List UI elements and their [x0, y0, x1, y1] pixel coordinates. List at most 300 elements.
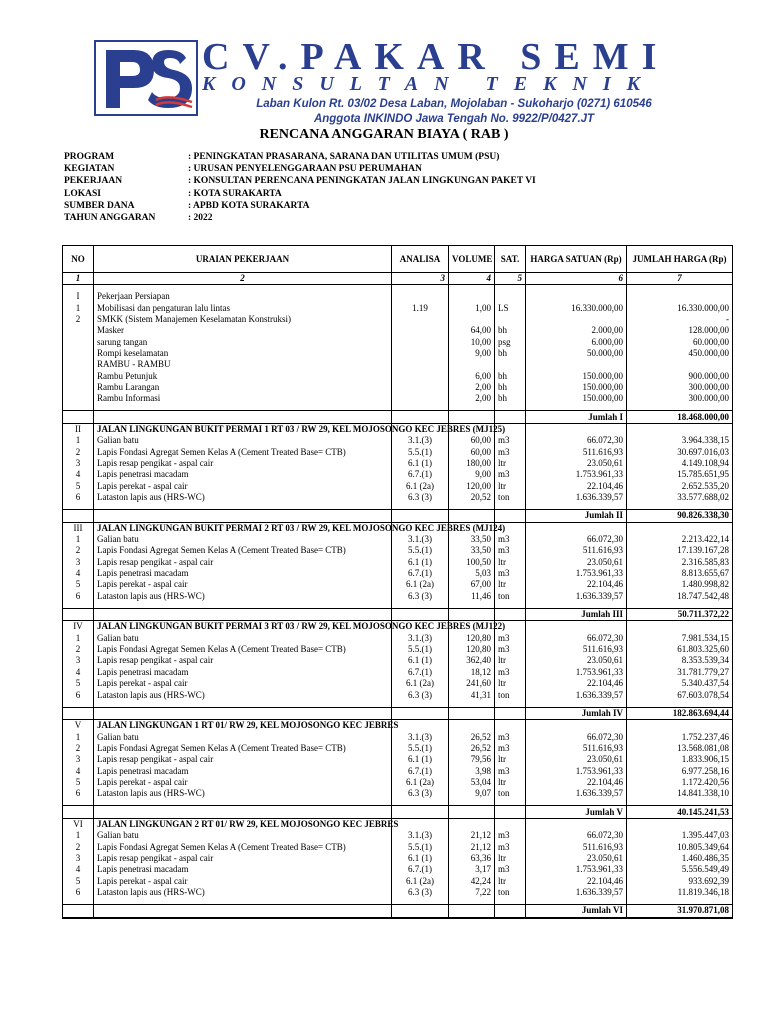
- row-jumlah-harga: 14.841.338,10: [627, 788, 733, 799]
- row-volume: 120,00: [449, 481, 495, 492]
- info-row-tahun-anggaran: [64, 212, 536, 224]
- row-jumlah-harga: [627, 359, 733, 370]
- rab-table-body: [63, 285, 733, 918]
- row-sat: LS: [495, 302, 526, 313]
- empty-cell: [495, 707, 526, 719]
- row-harga-satuan: 1.636.339,57: [526, 689, 627, 700]
- section-total-row: [63, 806, 733, 818]
- row-sat: m3: [495, 435, 526, 446]
- table-row: [63, 458, 733, 469]
- row-uraian: Rambu Informasi: [94, 393, 392, 404]
- row-no: 4: [63, 667, 94, 678]
- empty-cell: [449, 608, 495, 620]
- row-analisa: [392, 314, 449, 325]
- row-no: 2: [63, 314, 94, 325]
- row-volume: 63,36: [449, 853, 495, 864]
- empty-cell: [63, 806, 94, 818]
- row-harga-satuan: 1.753.961,33: [526, 568, 627, 579]
- header-volume: VOLUME: [449, 246, 495, 273]
- row-analisa: 5.5.(1): [392, 545, 449, 556]
- row-uraian: Masker: [94, 325, 392, 336]
- header-jumlah-harga: JUMLAH HARGA (Rp): [627, 246, 733, 273]
- section-total-label: Jumlah II: [526, 510, 627, 522]
- row-no: [63, 370, 94, 381]
- row-sat: m3: [495, 743, 526, 754]
- row-volume: [449, 359, 495, 370]
- row-uraian: Galian batu: [94, 830, 392, 841]
- empty-cell: [392, 510, 449, 522]
- empty-cell: [495, 905, 526, 918]
- row-analisa: 1.19: [392, 302, 449, 313]
- section-total-row: [63, 707, 733, 719]
- row-volume: 3,17: [449, 864, 495, 875]
- row-volume: 100,50: [449, 557, 495, 568]
- row-volume: 18,12: [449, 667, 495, 678]
- empty-cell: [94, 510, 392, 522]
- row-no: 3: [63, 853, 94, 864]
- row-analisa: [392, 325, 449, 336]
- row-analisa: 6.7.(1): [392, 667, 449, 678]
- header-harga-satuan: HARGA SATUAN (Rp): [526, 246, 627, 273]
- section-total-label: Jumlah IV: [526, 707, 627, 719]
- table-row: [63, 754, 733, 765]
- row-analisa: [392, 359, 449, 370]
- info-label: PROGRAM: [64, 152, 115, 162]
- row-jumlah-harga: 10.805.349,64: [627, 841, 733, 852]
- row-volume: 2,00: [449, 393, 495, 404]
- row-jumlah-harga: 6.977.258,16: [627, 765, 733, 776]
- row-volume: 241,60: [449, 678, 495, 689]
- row-harga-satuan: 1.636.339,57: [526, 591, 627, 602]
- row-sat: [495, 359, 526, 370]
- row-analisa: 6.1 (2a): [392, 579, 449, 590]
- row-sat: ltr: [495, 458, 526, 469]
- row-jumlah-harga: 300.000,00: [627, 382, 733, 393]
- section-header-row: [63, 818, 733, 830]
- empty-cell: [627, 291, 733, 302]
- column-number: 6: [526, 273, 627, 285]
- empty-cell: [449, 818, 495, 830]
- row-analisa: 6.1 (2a): [392, 876, 449, 887]
- empty-cell: [449, 707, 495, 719]
- table-row: [63, 841, 733, 852]
- row-volume: 67,00: [449, 579, 495, 590]
- row-sat: m3: [495, 731, 526, 742]
- row-uraian: Lapis penetrasi macadam: [94, 765, 392, 776]
- row-jumlah-harga: 933.692,39: [627, 876, 733, 887]
- row-harga-satuan: 66.072,30: [526, 633, 627, 644]
- row-sat: m3: [495, 644, 526, 655]
- row-volume: 9,00: [449, 469, 495, 480]
- row-volume: 2,00: [449, 382, 495, 393]
- row-no: 4: [63, 568, 94, 579]
- row-harga-satuan: [526, 314, 627, 325]
- row-jumlah-harga: 8.353.539,34: [627, 655, 733, 666]
- row-analisa: 6.3 (3): [392, 591, 449, 602]
- company-membership: Anggota INKINDO Jawa Tengah No. 9922/P/0427.JT: [313, 113, 595, 125]
- section-total-label: Jumlah I: [526, 411, 627, 423]
- row-sat: bh: [495, 348, 526, 359]
- row-harga-satuan: 511.616,93: [526, 644, 627, 655]
- row-harga-satuan: 150.000,00: [526, 382, 627, 393]
- empty-cell: [627, 522, 733, 534]
- table-row: [63, 370, 733, 381]
- row-sat: ltr: [495, 876, 526, 887]
- section-total-label: Jumlah V: [526, 806, 627, 818]
- row-analisa: 5.5.(1): [392, 743, 449, 754]
- row-analisa: 3.1.(3): [392, 435, 449, 446]
- row-analisa: [392, 393, 449, 404]
- info-label: LOKASI: [64, 188, 101, 199]
- row-uraian: Lataston lapis aus (HRS-WC): [94, 591, 392, 602]
- row-volume: 6,00: [449, 370, 495, 381]
- table-row: [63, 579, 733, 590]
- row-uraian: Lapis Fondasi Agregat Semen Kelas A (Cement Treated Base= CTB): [94, 545, 392, 556]
- row-sat: m3: [495, 446, 526, 457]
- row-no: [63, 348, 94, 359]
- section-total-value: 182.863.694,44: [627, 707, 733, 719]
- row-volume: 9,07: [449, 788, 495, 799]
- empty-cell: [449, 806, 495, 818]
- row-uraian: Galian batu: [94, 435, 392, 446]
- row-sat: m3: [495, 864, 526, 875]
- row-no: 4: [63, 864, 94, 875]
- row-volume: 53,04: [449, 777, 495, 788]
- row-analisa: [392, 370, 449, 381]
- empty-cell: [94, 608, 392, 620]
- row-jumlah-harga: 67.603.078,54: [627, 689, 733, 700]
- row-jumlah-harga: 300.000,00: [627, 393, 733, 404]
- row-harga-satuan: 22.104,46: [526, 579, 627, 590]
- section-number: IV: [63, 621, 94, 633]
- row-analisa: 5.5.(1): [392, 446, 449, 457]
- row-no: 4: [63, 469, 94, 480]
- row-jumlah-harga: 17.139.167,28: [627, 545, 733, 556]
- table-row: [63, 689, 733, 700]
- row-sat: ton: [495, 788, 526, 799]
- section-title: JALAN LINGKUNGAN 2 RT 01/ RW 29, KEL MOJOSONGO KEC JEBRES: [94, 818, 392, 830]
- row-harga-satuan: 23.050,61: [526, 458, 627, 469]
- row-harga-satuan: 1.753.961,33: [526, 667, 627, 678]
- row-volume: 79,56: [449, 754, 495, 765]
- section-title: Pekerjaan Persiapan: [94, 291, 392, 302]
- section-number: III: [63, 522, 94, 534]
- row-analisa: 6.3 (3): [392, 887, 449, 898]
- row-jumlah-harga: 13.568.081,08: [627, 743, 733, 754]
- row-jumlah-harga: 4.149.108,94: [627, 458, 733, 469]
- table-row: [63, 864, 733, 875]
- row-jumlah-harga: 7.981.534,15: [627, 633, 733, 644]
- table-row: [63, 302, 733, 313]
- row-sat: ltr: [495, 557, 526, 568]
- row-no: 2: [63, 743, 94, 754]
- row-analisa: 6.1 (1): [392, 458, 449, 469]
- row-jumlah-harga: -: [627, 314, 733, 325]
- row-no: 5: [63, 481, 94, 492]
- document-title: RENCANA ANGGARAN BIAYA ( RAB ): [259, 127, 509, 142]
- table-row: [63, 830, 733, 841]
- row-jumlah-harga: 1.395.447,03: [627, 830, 733, 841]
- section-total-row: [63, 905, 733, 918]
- row-volume: 9,00: [449, 348, 495, 359]
- row-sat: ltr: [495, 754, 526, 765]
- section-number: VI: [63, 818, 94, 830]
- table-row: [63, 777, 733, 788]
- info-row-pekerjaan: [64, 175, 536, 187]
- row-volume: 5,03: [449, 568, 495, 579]
- row-volume: 64,00: [449, 325, 495, 336]
- row-no: 1: [63, 302, 94, 313]
- row-analisa: 3.1.(3): [392, 830, 449, 841]
- row-harga-satuan: 22.104,46: [526, 777, 627, 788]
- table-row: [63, 644, 733, 655]
- row-no: 2: [63, 545, 94, 556]
- empty-cell: [449, 905, 495, 918]
- row-harga-satuan: 6.000,00: [526, 336, 627, 347]
- row-uraian: Lataston lapis aus (HRS-WC): [94, 689, 392, 700]
- column-number-row: [63, 273, 733, 285]
- empty-cell: [449, 411, 495, 423]
- row-no: 4: [63, 765, 94, 776]
- row-no: [63, 393, 94, 404]
- section-total-row: [63, 411, 733, 423]
- row-volume: 3,98: [449, 765, 495, 776]
- row-jumlah-harga: 1.460.486,35: [627, 853, 733, 864]
- empty-cell: [495, 510, 526, 522]
- row-jumlah-harga: 1.752.237,46: [627, 731, 733, 742]
- table-row: [63, 435, 733, 446]
- company-name: CV.PAKAR SEMI: [202, 36, 670, 78]
- row-no: 1: [63, 731, 94, 742]
- row-analisa: 5.5.(1): [392, 841, 449, 852]
- info-label: KEGIATAN: [64, 164, 115, 175]
- row-no: 6: [63, 887, 94, 898]
- row-analisa: [392, 382, 449, 393]
- row-sat: m3: [495, 667, 526, 678]
- empty-cell: [449, 291, 495, 302]
- row-sat: bh: [495, 382, 526, 393]
- row-analisa: 3.1.(3): [392, 534, 449, 545]
- row-harga-satuan: 2.000,00: [526, 325, 627, 336]
- table-row: [63, 655, 733, 666]
- table-row: [63, 557, 733, 568]
- row-volume: 120,80: [449, 644, 495, 655]
- table-row: [63, 678, 733, 689]
- company-subtitle: KONSULTAN TEKNIK: [202, 73, 657, 95]
- row-harga-satuan: 23.050,61: [526, 655, 627, 666]
- section-total-row: [63, 510, 733, 522]
- empty-cell: [627, 423, 733, 435]
- row-harga-satuan: 1.753.961,33: [526, 469, 627, 480]
- row-uraian: Lataston lapis aus (HRS-WC): [94, 492, 392, 503]
- header-uraian: URAIAN PEKERJAAN: [94, 246, 392, 273]
- info-label: SUMBER DANA: [64, 200, 135, 211]
- empty-cell: [392, 608, 449, 620]
- row-jumlah-harga: 1.480.998,82: [627, 579, 733, 590]
- info-value: : KONSULTAN PERENCANA PENINGKATAN JALAN LINGKUNGAN PAKET VI: [188, 176, 536, 187]
- project-info: [64, 151, 536, 224]
- row-jumlah-harga: 128.000,00: [627, 325, 733, 336]
- info-value: : APBD KOTA SURAKARTA: [188, 200, 310, 211]
- row-sat: ltr: [495, 655, 526, 666]
- table-header-row: [63, 246, 733, 273]
- row-no: 1: [63, 534, 94, 545]
- row-sat: ton: [495, 689, 526, 700]
- row-uraian: Lapis Fondasi Agregat Semen Kelas A (Cement Treated Base= CTB): [94, 841, 392, 852]
- header-analisa: ANALISA: [392, 246, 449, 273]
- empty-cell: [627, 720, 733, 732]
- row-uraian: Lataston lapis aus (HRS-WC): [94, 887, 392, 898]
- row-sat: ltr: [495, 579, 526, 590]
- table-row: [63, 382, 733, 393]
- row-volume: 10,00: [449, 336, 495, 347]
- row-harga-satuan: 1.753.961,33: [526, 864, 627, 875]
- row-harga-satuan: 22.104,46: [526, 481, 627, 492]
- row-uraian: sarung tangan: [94, 336, 392, 347]
- row-no: 1: [63, 830, 94, 841]
- section-title: JALAN LINGKUNGAN BUKIT PERMAI 2 RT 03 / RW 29, KEL MOJOSONGO KEC JEBRES (MJ124): [94, 522, 392, 534]
- row-uraian: Rompi keselamatan: [94, 348, 392, 359]
- row-uraian: Lapis resap pengikat - aspal cair: [94, 557, 392, 568]
- empty-cell: [526, 423, 627, 435]
- row-volume: 11,46: [449, 591, 495, 602]
- row-volume: 41,31: [449, 689, 495, 700]
- row-no: 6: [63, 492, 94, 503]
- table-row: [63, 591, 733, 602]
- row-harga-satuan: 1.753.961,33: [526, 765, 627, 776]
- section-number: V: [63, 720, 94, 732]
- table-row: [63, 325, 733, 336]
- table-row: [63, 765, 733, 776]
- row-harga-satuan: 50.000,00: [526, 348, 627, 359]
- row-sat: psg: [495, 336, 526, 347]
- row-analisa: 6.1 (1): [392, 853, 449, 864]
- info-label: TAHUN ANGGARAN: [64, 213, 156, 224]
- section-total-value: 90.826.338,30: [627, 510, 733, 522]
- section-title: JALAN LINGKUNGAN BUKIT PERMAI 1 RT 03 / RW 29, KEL MOJOSONGO KEC JEBRES (MJ125): [94, 423, 392, 435]
- empty-cell: [526, 621, 627, 633]
- row-analisa: 6.3 (3): [392, 492, 449, 503]
- row-harga-satuan: 511.616,93: [526, 841, 627, 852]
- row-no: 6: [63, 689, 94, 700]
- column-number: 5: [495, 273, 526, 285]
- row-uraian: Lapis Fondasi Agregat Semen Kelas A (Cement Treated Base= CTB): [94, 446, 392, 457]
- row-sat: ton: [495, 887, 526, 898]
- row-sat: m3: [495, 830, 526, 841]
- column-number: 1: [63, 273, 94, 285]
- empty-cell: [392, 707, 449, 719]
- row-analisa: 3.1.(3): [392, 731, 449, 742]
- row-sat: m3: [495, 633, 526, 644]
- header-no: NO: [63, 246, 94, 273]
- row-analisa: 5.5.(1): [392, 644, 449, 655]
- section-number: I: [63, 291, 94, 302]
- info-value: : PENINGKATAN PRASARANA, SARANA DAN UTILITAS UMUM (PSU): [188, 152, 500, 162]
- row-analisa: 6.7.(1): [392, 765, 449, 776]
- row-harga-satuan: 22.104,46: [526, 678, 627, 689]
- info-value: : KOTA SURAKARTA: [188, 188, 282, 199]
- row-volume: 21,12: [449, 841, 495, 852]
- row-harga-satuan: 511.616,93: [526, 446, 627, 457]
- empty-cell: [495, 720, 526, 732]
- row-no: 3: [63, 557, 94, 568]
- row-uraian: Rambu Petunjuk: [94, 370, 392, 381]
- section-header-row: [63, 423, 733, 435]
- row-no: [63, 336, 94, 347]
- empty-cell: [392, 806, 449, 818]
- table-row: [63, 393, 733, 404]
- empty-cell: [495, 608, 526, 620]
- empty-cell: [392, 411, 449, 423]
- row-jumlah-harga: 18.747.542,48: [627, 591, 733, 602]
- row-no: 3: [63, 754, 94, 765]
- row-volume: 42,24: [449, 876, 495, 887]
- row-harga-satuan: 66.072,30: [526, 830, 627, 841]
- row-sat: ton: [495, 591, 526, 602]
- section-total-value: 18.468.000,00: [627, 411, 733, 423]
- row-uraian: Lapis perekat - aspal cair: [94, 481, 392, 492]
- empty-cell: [495, 818, 526, 830]
- empty-cell: [94, 905, 392, 918]
- row-volume: 1,00: [449, 302, 495, 313]
- row-harga-satuan: 511.616,93: [526, 545, 627, 556]
- table-row: [63, 667, 733, 678]
- row-uraian: Lapis perekat - aspal cair: [94, 777, 392, 788]
- row-no: 6: [63, 591, 94, 602]
- row-no: 5: [63, 876, 94, 887]
- info-row-sumber-dana: [64, 200, 536, 212]
- row-no: 1: [63, 435, 94, 446]
- row-uraian: Galian batu: [94, 633, 392, 644]
- row-no: 3: [63, 655, 94, 666]
- row-sat: ton: [495, 492, 526, 503]
- row-harga-satuan: 23.050,61: [526, 853, 627, 864]
- row-jumlah-harga: 61.803.325,60: [627, 644, 733, 655]
- empty-cell: [94, 411, 392, 423]
- row-sat: m3: [495, 841, 526, 852]
- row-volume: 7,22: [449, 887, 495, 898]
- table-row: [63, 534, 733, 545]
- row-uraian: Lapis perekat - aspal cair: [94, 579, 392, 590]
- empty-cell: [94, 806, 392, 818]
- row-uraian: Lapis resap pengikat - aspal cair: [94, 754, 392, 765]
- empty-cell: [63, 905, 94, 918]
- section-header-row: [63, 621, 733, 633]
- info-value: : URUSAN PENYELENGGARAAN PSU PERUMAHAN: [188, 164, 422, 175]
- table-row: [63, 446, 733, 457]
- row-uraian: Lapis resap pengikat - aspal cair: [94, 655, 392, 666]
- row-volume: 33,50: [449, 545, 495, 556]
- row-harga-satuan: 66.072,30: [526, 435, 627, 446]
- section-number: II: [63, 423, 94, 435]
- row-uraian: Lapis perekat - aspal cair: [94, 678, 392, 689]
- table-row: [63, 359, 733, 370]
- row-harga-satuan: 1.636.339,57: [526, 788, 627, 799]
- section-header-row: [63, 720, 733, 732]
- row-uraian: Lataston lapis aus (HRS-WC): [94, 788, 392, 799]
- row-uraian: Lapis penetrasi macadam: [94, 667, 392, 678]
- row-uraian: Lapis resap pengikat - aspal cair: [94, 853, 392, 864]
- empty-cell: [392, 905, 449, 918]
- table-row: [63, 633, 733, 644]
- row-sat: bh: [495, 393, 526, 404]
- row-jumlah-harga: 900.000,00: [627, 370, 733, 381]
- row-harga-satuan: [526, 359, 627, 370]
- column-number: 4: [449, 273, 495, 285]
- info-row-program: [64, 151, 536, 163]
- row-sat: m3: [495, 534, 526, 545]
- row-jumlah-harga: 15.785.651,95: [627, 469, 733, 480]
